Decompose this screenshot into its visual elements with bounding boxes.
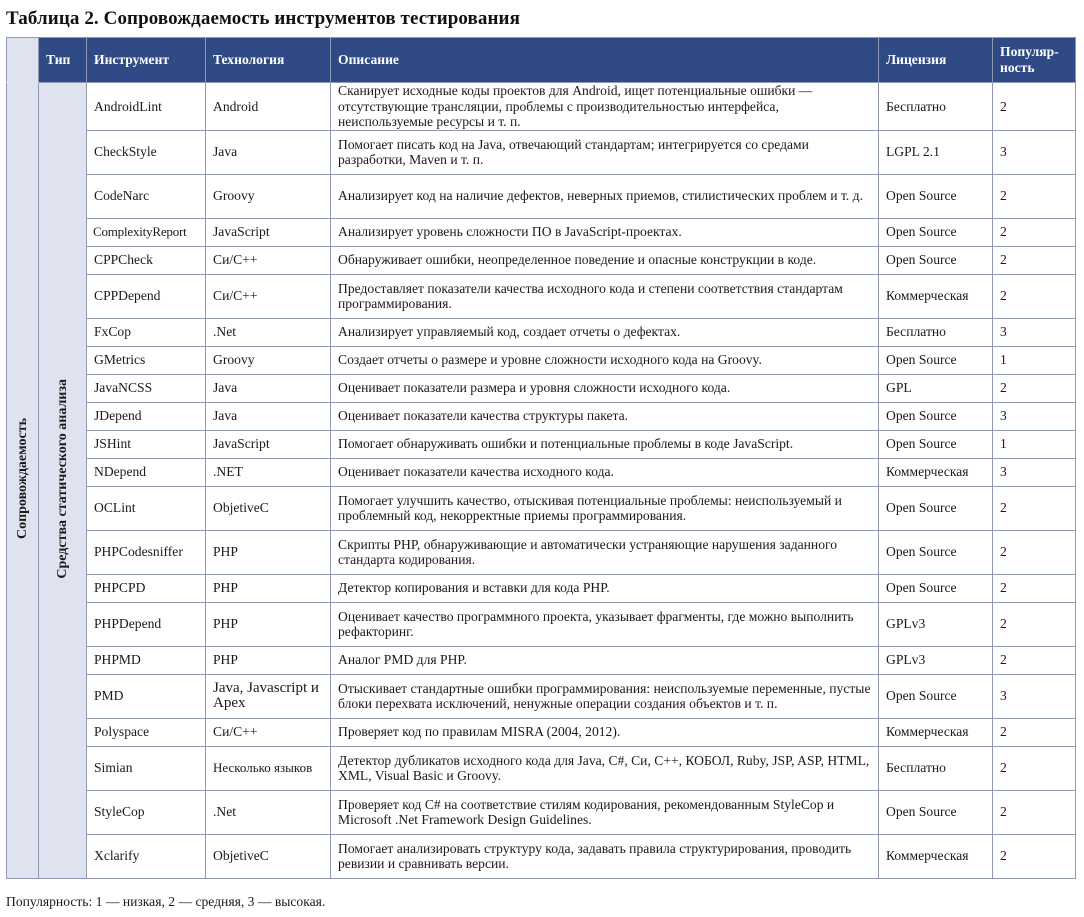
license-cell: Коммерческая xyxy=(879,834,993,878)
technology-cell: .NET xyxy=(206,458,331,486)
popularity-cell: 1 xyxy=(993,430,1076,458)
group-outer-cell xyxy=(7,83,39,879)
description-cell: Оценивает показатели качества исходного кода. xyxy=(331,458,879,486)
description-cell: Помогает анализировать структуру кода, задавать правила структурирования, проводить ревизии и сравнивать версии. xyxy=(331,834,879,878)
license-cell: Open Source xyxy=(879,574,993,602)
table-row xyxy=(7,530,1076,574)
description-cell: Оценивает показатели размера и уровня сложности исходного кода. xyxy=(331,374,879,402)
technology-cell: JavaScript xyxy=(206,218,331,246)
tool-cell: NDepend xyxy=(87,458,206,486)
description-cell: Детектор копирования и вставки для кода PHP. xyxy=(331,574,879,602)
tool-cell: Xclarify xyxy=(87,834,206,878)
technology-cell: .Net xyxy=(206,790,331,834)
license-cell: Коммерческая xyxy=(879,718,993,746)
tool-cell: PHPCPD xyxy=(87,574,206,602)
description-cell: Отыскивает стандартные ошибки программирования: неиспользуемые переменные, пустые блоки перехвата исключений, ненужные операции создания объектов и т. п. xyxy=(331,674,879,718)
technology-cell: Си/С++ xyxy=(206,246,331,274)
license-cell: Open Source xyxy=(879,218,993,246)
license-cell: Open Source xyxy=(879,486,993,530)
popularity-cell: 2 xyxy=(993,602,1076,646)
technology-cell: Java xyxy=(206,130,331,174)
table-row xyxy=(7,674,1076,718)
popularity-cell: 2 xyxy=(993,574,1076,602)
table-row xyxy=(7,486,1076,530)
technology-cell: Groovy xyxy=(206,174,331,218)
table-row xyxy=(7,646,1076,674)
technology-cell: .Net xyxy=(206,318,331,346)
description-cell: Помогает улучшить качество, отыскивая потенциальные проблемы: неиспользуемый и проблемный код, некорректные приемы программирования. xyxy=(331,486,879,530)
tool-cell: AndroidLint xyxy=(87,83,206,131)
license-cell: Open Source xyxy=(879,246,993,274)
table-title: Таблица 2. Сопровождаемость инструментов тестирования xyxy=(6,8,520,29)
table-row xyxy=(7,746,1076,790)
description-cell: Анализирует код на наличие дефектов, неверных приемов, стилистических проблем и т. д. xyxy=(331,174,879,218)
table-row xyxy=(7,83,1076,131)
tool-cell: PHPMD xyxy=(87,646,206,674)
description-cell: Аналог PMD для PHP. xyxy=(331,646,879,674)
popularity-cell: 2 xyxy=(993,374,1076,402)
tool-cell: JDepend xyxy=(87,402,206,430)
popularity-cell: 3 xyxy=(993,130,1076,174)
popularity-cell: 2 xyxy=(993,790,1076,834)
table-row xyxy=(7,130,1076,174)
technology-cell: Android xyxy=(206,83,331,131)
technology-cell: PHP xyxy=(206,574,331,602)
popularity-cell: 2 xyxy=(993,174,1076,218)
table-row xyxy=(7,174,1076,218)
popularity-cell: 2 xyxy=(993,246,1076,274)
tool-cell: JSHint xyxy=(87,430,206,458)
table-row xyxy=(7,246,1076,274)
description-cell: Помогает обнаруживать ошибки и потенциальные проблемы в коде JavaScript. xyxy=(331,430,879,458)
description-cell: Оценивает качество программного проекта, указывает фрагменты, где можно выполнить рефакторинг. xyxy=(331,602,879,646)
table-row xyxy=(7,346,1076,374)
technology-cell: ObjetiveC xyxy=(206,834,331,878)
tool-cell: CodeNarc xyxy=(87,174,206,218)
header-tool: Инструмент xyxy=(87,38,206,83)
header-row xyxy=(7,38,1076,83)
description-cell: Анализирует управляемый код, создает отчеты о дефектах. xyxy=(331,318,879,346)
popularity-cell: 2 xyxy=(993,834,1076,878)
technology-cell: PHP xyxy=(206,602,331,646)
tool-cell: PHPDepend xyxy=(87,602,206,646)
table-row xyxy=(7,790,1076,834)
popularity-cell: 3 xyxy=(993,458,1076,486)
table-row xyxy=(7,718,1076,746)
tool-cell: PMD xyxy=(87,674,206,718)
table-row xyxy=(7,374,1076,402)
technology-cell: PHP xyxy=(206,530,331,574)
license-cell: GPLv3 xyxy=(879,602,993,646)
tool-cell: ComplexityReport xyxy=(87,218,206,246)
popularity-cell: 2 xyxy=(993,486,1076,530)
popularity-cell: 2 xyxy=(993,530,1076,574)
group-inner-cell xyxy=(39,83,87,879)
technology-cell: JavaScript xyxy=(206,430,331,458)
popularity-cell: 3 xyxy=(993,318,1076,346)
license-cell: GPL xyxy=(879,374,993,402)
table-row xyxy=(7,430,1076,458)
footnote: Популярность: 1 — низкая, 2 — средняя, 3 — высокая. xyxy=(6,894,326,909)
license-cell: Open Source xyxy=(879,674,993,718)
header-technology: Технология xyxy=(206,38,331,83)
license-cell: Open Source xyxy=(879,174,993,218)
description-cell: Предоставляет показатели качества исходного кода и степени соответствия стандартам программирования. xyxy=(331,274,879,318)
popularity-cell: 2 xyxy=(993,746,1076,790)
license-cell: Open Source xyxy=(879,346,993,374)
tool-cell: CheckStyle xyxy=(87,130,206,174)
technology-cell: Groovy xyxy=(206,346,331,374)
description-cell: Скрипты PHP, обнаруживающие и автоматически устраняющие нарушения заданного стандарта кодирования. xyxy=(331,530,879,574)
license-cell: Open Source xyxy=(879,530,993,574)
popularity-cell: 1 xyxy=(993,346,1076,374)
table-row xyxy=(7,218,1076,246)
technology-cell: Си/С++ xyxy=(206,274,331,318)
popularity-cell: 2 xyxy=(993,718,1076,746)
header-group-spacer xyxy=(7,38,39,83)
description-cell: Обнаруживает ошибки, неопределенное поведение и опасные конструкции в коде. xyxy=(331,246,879,274)
license-cell: Open Source xyxy=(879,790,993,834)
license-cell: GPLv3 xyxy=(879,646,993,674)
table-row xyxy=(7,318,1076,346)
tool-cell: JavaNCSS xyxy=(87,374,206,402)
popularity-cell: 3 xyxy=(993,402,1076,430)
header-license: Лицензия xyxy=(879,38,993,83)
tool-cell: CPPDepend xyxy=(87,274,206,318)
license-cell: Бесплатно xyxy=(879,318,993,346)
technology-cell: Java xyxy=(206,402,331,430)
technology-cell: Java xyxy=(206,374,331,402)
technology-cell: ObjetiveC xyxy=(206,486,331,530)
description-cell: Анализирует уровень сложности ПО в JavaScript-проектах. xyxy=(331,218,879,246)
license-cell: Open Source xyxy=(879,430,993,458)
description-cell: Оценивает показатели качества структуры пакета. xyxy=(331,402,879,430)
header-popularity: Популяр-ность xyxy=(993,38,1076,83)
technology-cell: Java, Javascript и Apex xyxy=(206,674,331,718)
description-cell: Детектор дубликатов исходного кода для Java, C#, Си, C++, КОБОЛ, Ruby, JSP, ASP, HTML, XML, Visual Basic и Groovy. xyxy=(331,746,879,790)
description-cell: Создает отчеты о размере и уровне сложности исходного кода на Groovy. xyxy=(331,346,879,374)
description-cell: Проверяет код C# на соответствие стилям кодирования, рекомендованным StyleCop и Microsoft .Net Framework Design Guidelines. xyxy=(331,790,879,834)
license-cell: Бесплатно xyxy=(879,83,993,131)
technology-cell: Си/С++ xyxy=(206,718,331,746)
tool-cell: FxCop xyxy=(87,318,206,346)
table-row xyxy=(7,274,1076,318)
license-cell: Open Source xyxy=(879,402,993,430)
description-cell: Помогает писать код на Java, отвечающий стандартам; интегрируется со средами разработки, Maven и т. п. xyxy=(331,130,879,174)
popularity-cell: 2 xyxy=(993,646,1076,674)
group-inner-label: Средства статического анализа xyxy=(54,378,70,579)
header-description: Описание xyxy=(331,38,879,83)
license-cell: LGPL 2.1 xyxy=(879,130,993,174)
tool-cell: StyleCop xyxy=(87,790,206,834)
technology-cell: PHP xyxy=(206,646,331,674)
table-row xyxy=(7,574,1076,602)
tool-cell: GMetrics xyxy=(87,346,206,374)
table-row xyxy=(7,402,1076,430)
tool-cell: OCLint xyxy=(87,486,206,530)
popularity-cell: 2 xyxy=(993,274,1076,318)
group-outer-label: Сопровождаемость xyxy=(14,417,30,540)
description-cell: Сканирует исходные коды проектов для Android, ищет потенциальные ошибки — отсутствующие трансляции, проблемы с производительностью интерфейса, неиспользуемые ресурсы и т. п. xyxy=(331,83,879,131)
table-row xyxy=(7,602,1076,646)
license-cell: Бесплатно xyxy=(879,746,993,790)
tool-cell: Simian xyxy=(87,746,206,790)
tools-table xyxy=(6,37,1076,879)
popularity-cell: 2 xyxy=(993,218,1076,246)
description-cell: Проверяет код по правилам MISRA (2004, 2012). xyxy=(331,718,879,746)
table-row xyxy=(7,458,1076,486)
technology-cell: Несколько языков xyxy=(206,746,331,790)
tool-cell: PHPCodesniffer xyxy=(87,530,206,574)
popularity-cell: 2 xyxy=(993,83,1076,131)
table-row xyxy=(7,834,1076,878)
license-cell: Коммерческая xyxy=(879,458,993,486)
tool-cell: Polyspace xyxy=(87,718,206,746)
tool-cell: CPPCheck xyxy=(87,246,206,274)
license-cell: Коммерческая xyxy=(879,274,993,318)
header-type: Тип xyxy=(39,38,87,83)
popularity-cell: 3 xyxy=(993,674,1076,718)
